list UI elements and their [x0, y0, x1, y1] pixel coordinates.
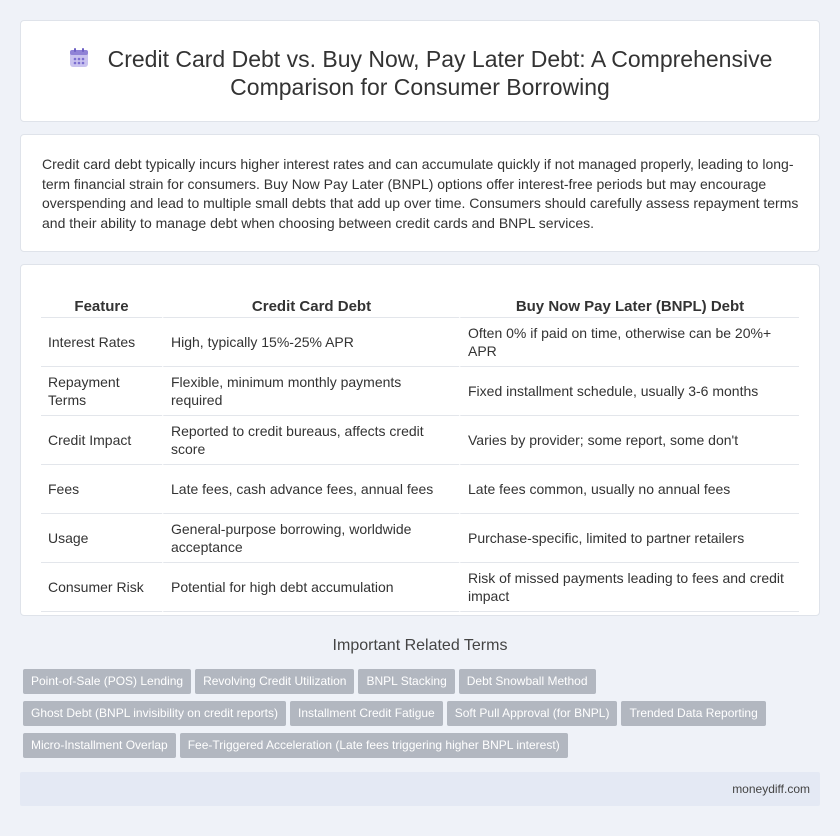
related-tag[interactable]: Ghost Debt (BNPL invisibility on credit reports) — [23, 701, 286, 726]
table-row — [41, 367, 799, 416]
table-row — [41, 465, 799, 514]
related-tag[interactable]: Micro-Installment Overlap — [23, 733, 176, 758]
table-row — [41, 514, 799, 563]
comparison-card — [20, 264, 820, 616]
table-row — [41, 318, 799, 367]
row-credit-card: Late fees, cash advance fees, annual fees — [162, 465, 459, 514]
row-bnpl: Late fees common, usually no annual fees — [459, 465, 799, 514]
row-bnpl: Often 0% if paid on time, otherwise can be 20%+ APR — [459, 318, 799, 367]
related-tag[interactable]: Point-of-Sale (POS) Lending — [23, 669, 191, 694]
footer-site[interactable]: moneydiff.com — [732, 782, 810, 796]
table-row — [41, 416, 799, 465]
row-credit-card: Flexible, minimum monthly payments required — [162, 367, 459, 416]
related-tag[interactable]: Debt Snowball Method — [459, 669, 596, 694]
page-title-text: Credit Card Debt vs. Buy Now, Pay Later Debt: A Comprehensive Comparison for Consumer Borrowing — [107, 46, 773, 100]
row-bnpl: Risk of missed payments leading to fees and credit impact — [459, 563, 799, 612]
calendar-icon — [68, 47, 90, 69]
header-credit-card: Credit Card Debt — [162, 295, 459, 318]
footer — [20, 772, 820, 806]
related-terms-title: Important Related Terms — [332, 637, 508, 654]
table-header-row — [41, 295, 799, 318]
row-bnpl: Purchase-specific, limited to partner retailers — [459, 514, 799, 563]
header-bnpl: Buy Now Pay Later (BNPL) Debt — [459, 295, 799, 318]
row-feature: Usage — [41, 514, 162, 563]
header-feature: Feature — [41, 295, 162, 318]
related-tags-row-3 — [23, 733, 823, 758]
row-credit-card: High, typically 15%-25% APR — [162, 318, 459, 367]
related-tag[interactable]: Trended Data Reporting — [621, 701, 765, 726]
table-row — [41, 563, 799, 612]
related-tag[interactable]: Fee-Triggered Acceleration (Late fees triggering higher BNPL interest) — [180, 733, 568, 758]
title-card — [20, 20, 820, 122]
related-tag[interactable]: Soft Pull Approval (for BNPL) — [447, 701, 618, 726]
row-credit-card: General-purpose borrowing, worldwide acceptance — [162, 514, 459, 563]
row-bnpl: Fixed installment schedule, usually 3-6 months — [459, 367, 799, 416]
related-tags-row-2 — [23, 701, 823, 726]
row-feature: Consumer Risk — [41, 563, 162, 612]
row-credit-card: Potential for high debt accumulation — [162, 563, 459, 612]
row-credit-card: Reported to credit bureaus, affects credit score — [162, 416, 459, 465]
related-tags-row-1 — [23, 669, 823, 694]
row-feature: Repayment Terms — [41, 367, 162, 416]
related-tag[interactable]: Installment Credit Fatigue — [290, 701, 443, 726]
related-tag[interactable]: BNPL Stacking — [358, 669, 454, 694]
related-tag[interactable]: Revolving Credit Utilization — [195, 669, 354, 694]
intro-paragraph: Credit card debt typically incurs higher interest rates and can accumulate quickly if not managed properly, leading to long-term financial strain for consumers. Buy Now Pay Later (BNPL) options offer interest-free periods but may encourage overspending and lead to multiple small debts that add up over time. Consumers should carefully assess repayment terms and their ability to manage debt when choosing between credit cards and BNPL services. — [42, 156, 799, 231]
row-feature: Interest Rates — [41, 318, 162, 367]
comparison-table — [41, 295, 799, 612]
row-feature: Fees — [41, 465, 162, 514]
row-bnpl: Varies by provider; some report, some don't — [459, 416, 799, 465]
page-title — [60, 45, 780, 101]
row-feature: Credit Impact — [41, 416, 162, 465]
intro-card — [20, 134, 820, 252]
